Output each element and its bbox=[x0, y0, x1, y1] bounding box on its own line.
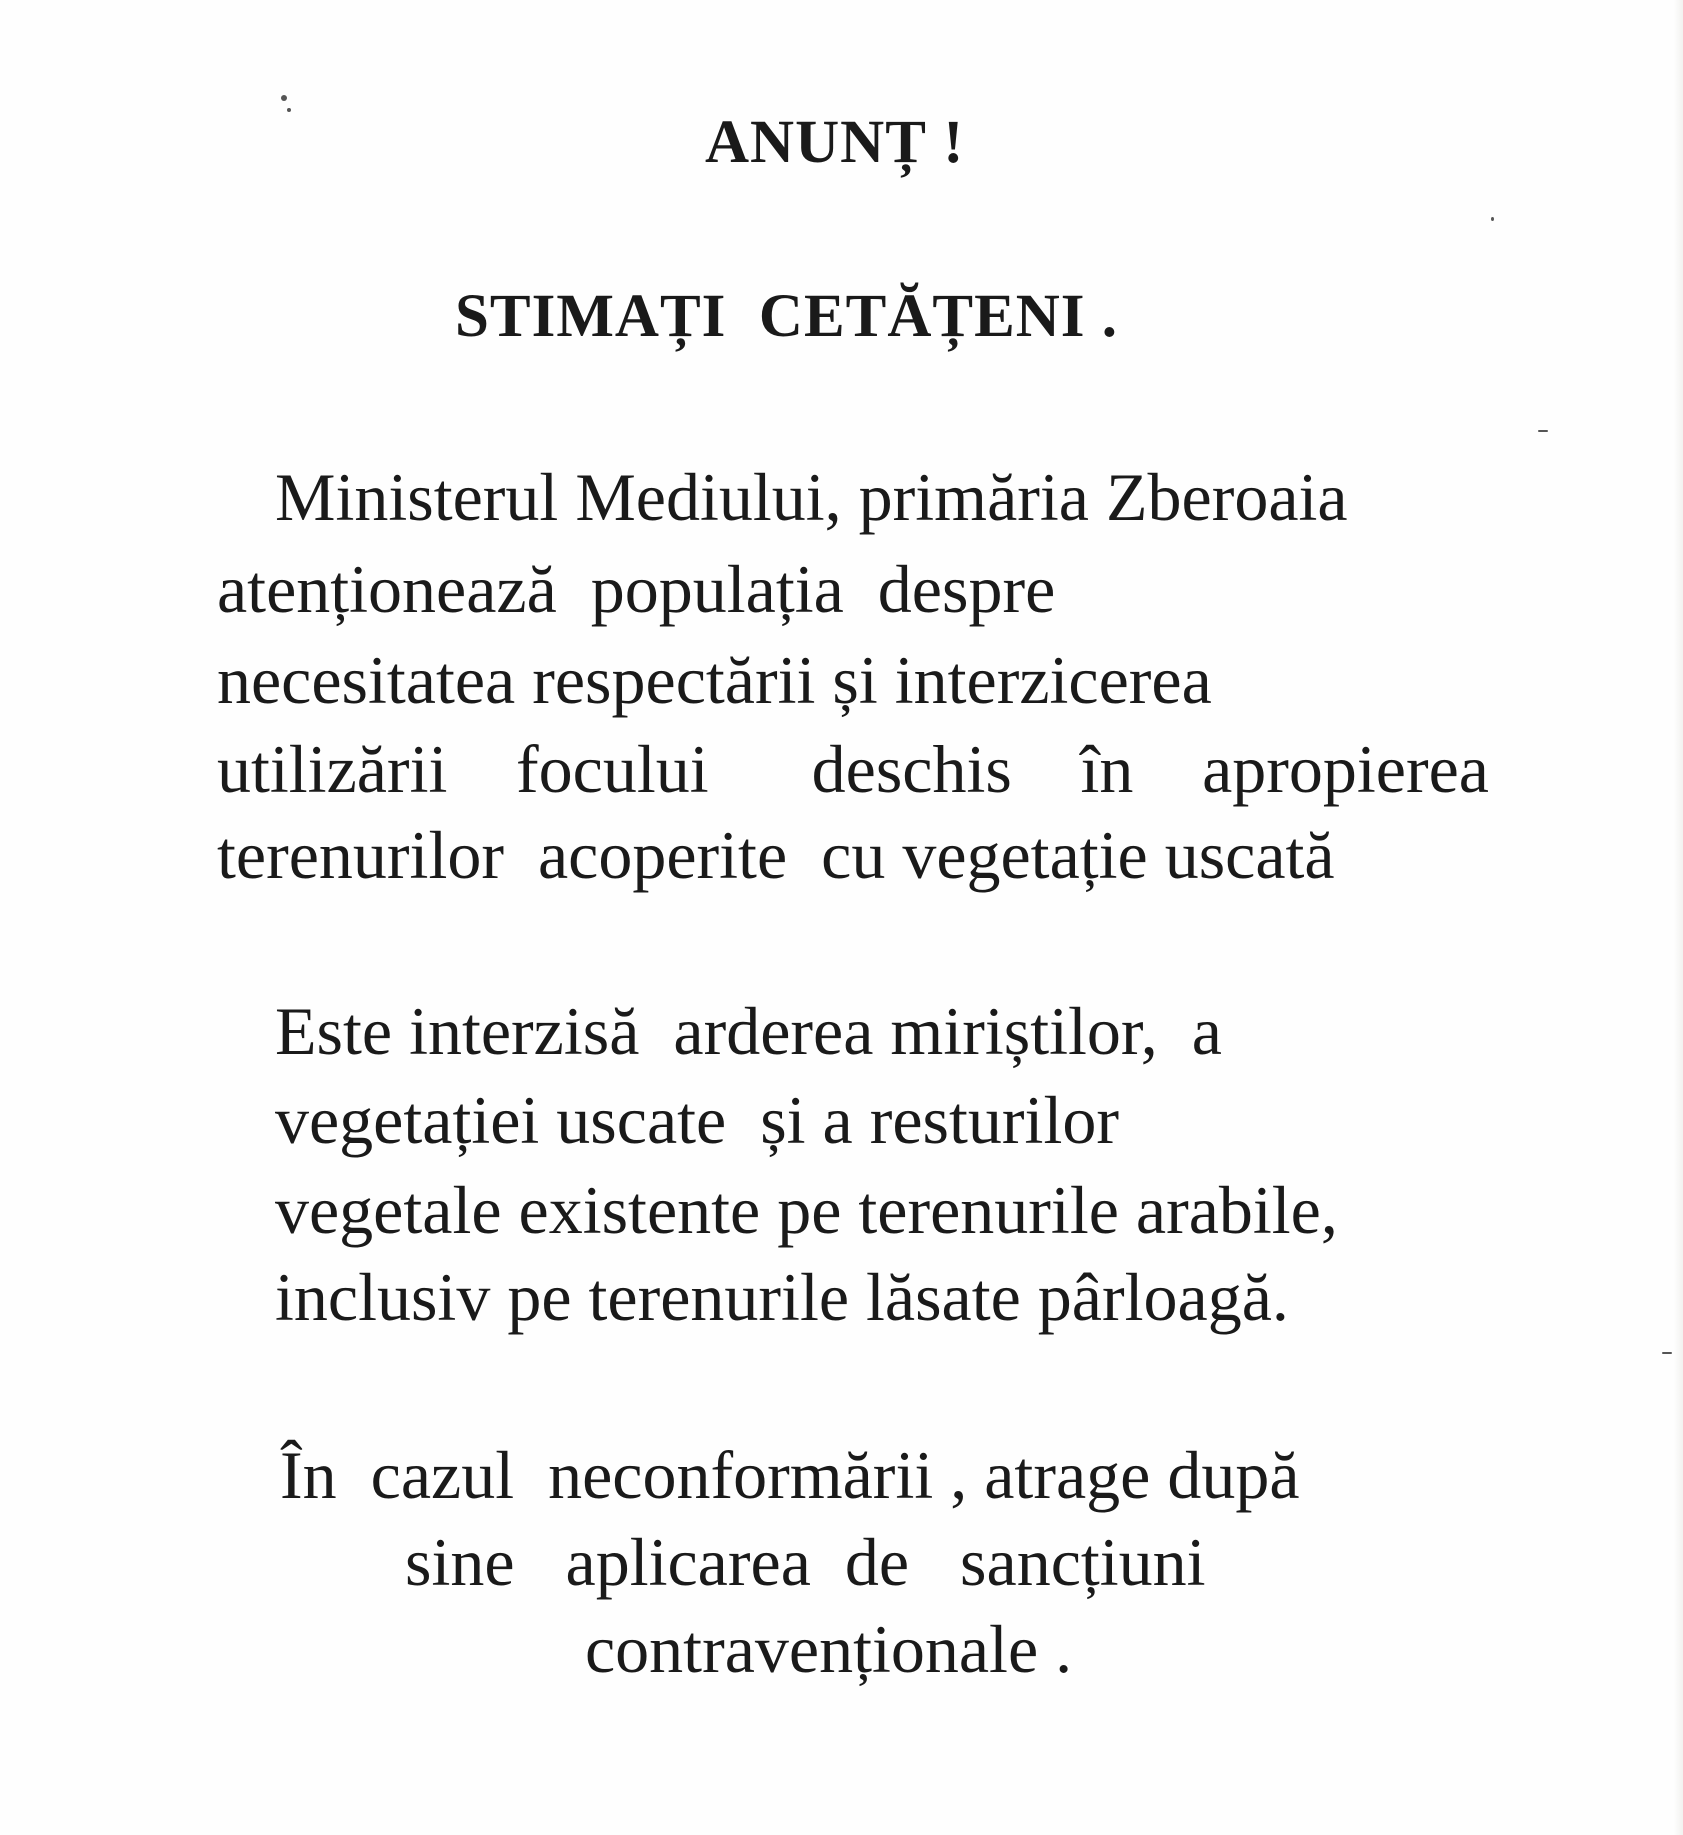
scan-speck bbox=[287, 108, 291, 112]
paragraph-line: Este interzisă arderea miriștilor, a bbox=[275, 993, 1222, 1069]
paragraph-line: vegetației uscate și a resturilor bbox=[275, 1082, 1119, 1158]
paragraph-line: inclusiv pe terenurile lăsate pârloagă. bbox=[275, 1259, 1289, 1335]
scan-speck bbox=[1662, 1352, 1672, 1354]
scan-speck bbox=[1538, 430, 1548, 432]
paragraph-line: terenurilor acoperite cu vegetație uscată bbox=[217, 817, 1335, 893]
paragraph-line: necesitatea respectării și interzicerea bbox=[217, 642, 1212, 718]
paragraph-line: vegetale existente pe terenurile arabile, bbox=[275, 1172, 1338, 1248]
scan-speck bbox=[281, 95, 287, 101]
notice-salutation: STIMAȚI CETĂȚENI . bbox=[455, 283, 1119, 350]
paragraph-line: contravenționale . bbox=[585, 1611, 1073, 1687]
paragraph-line: atenționează populația despre bbox=[217, 551, 1056, 627]
page-edge-shadow bbox=[1673, 0, 1683, 1835]
paragraph-line: sine aplicarea de sancțiuni bbox=[405, 1524, 1206, 1600]
scan-speck bbox=[1491, 217, 1494, 221]
paragraph-line: În cazul neconformării , atrage după bbox=[280, 1437, 1300, 1513]
paragraph-line: utilizării focului deschis în apropierea bbox=[217, 731, 1489, 807]
paragraph-line: Ministerul Mediului, primăria Zberoaia bbox=[275, 459, 1348, 535]
notice-title: ANUNȚ ! bbox=[705, 109, 965, 176]
